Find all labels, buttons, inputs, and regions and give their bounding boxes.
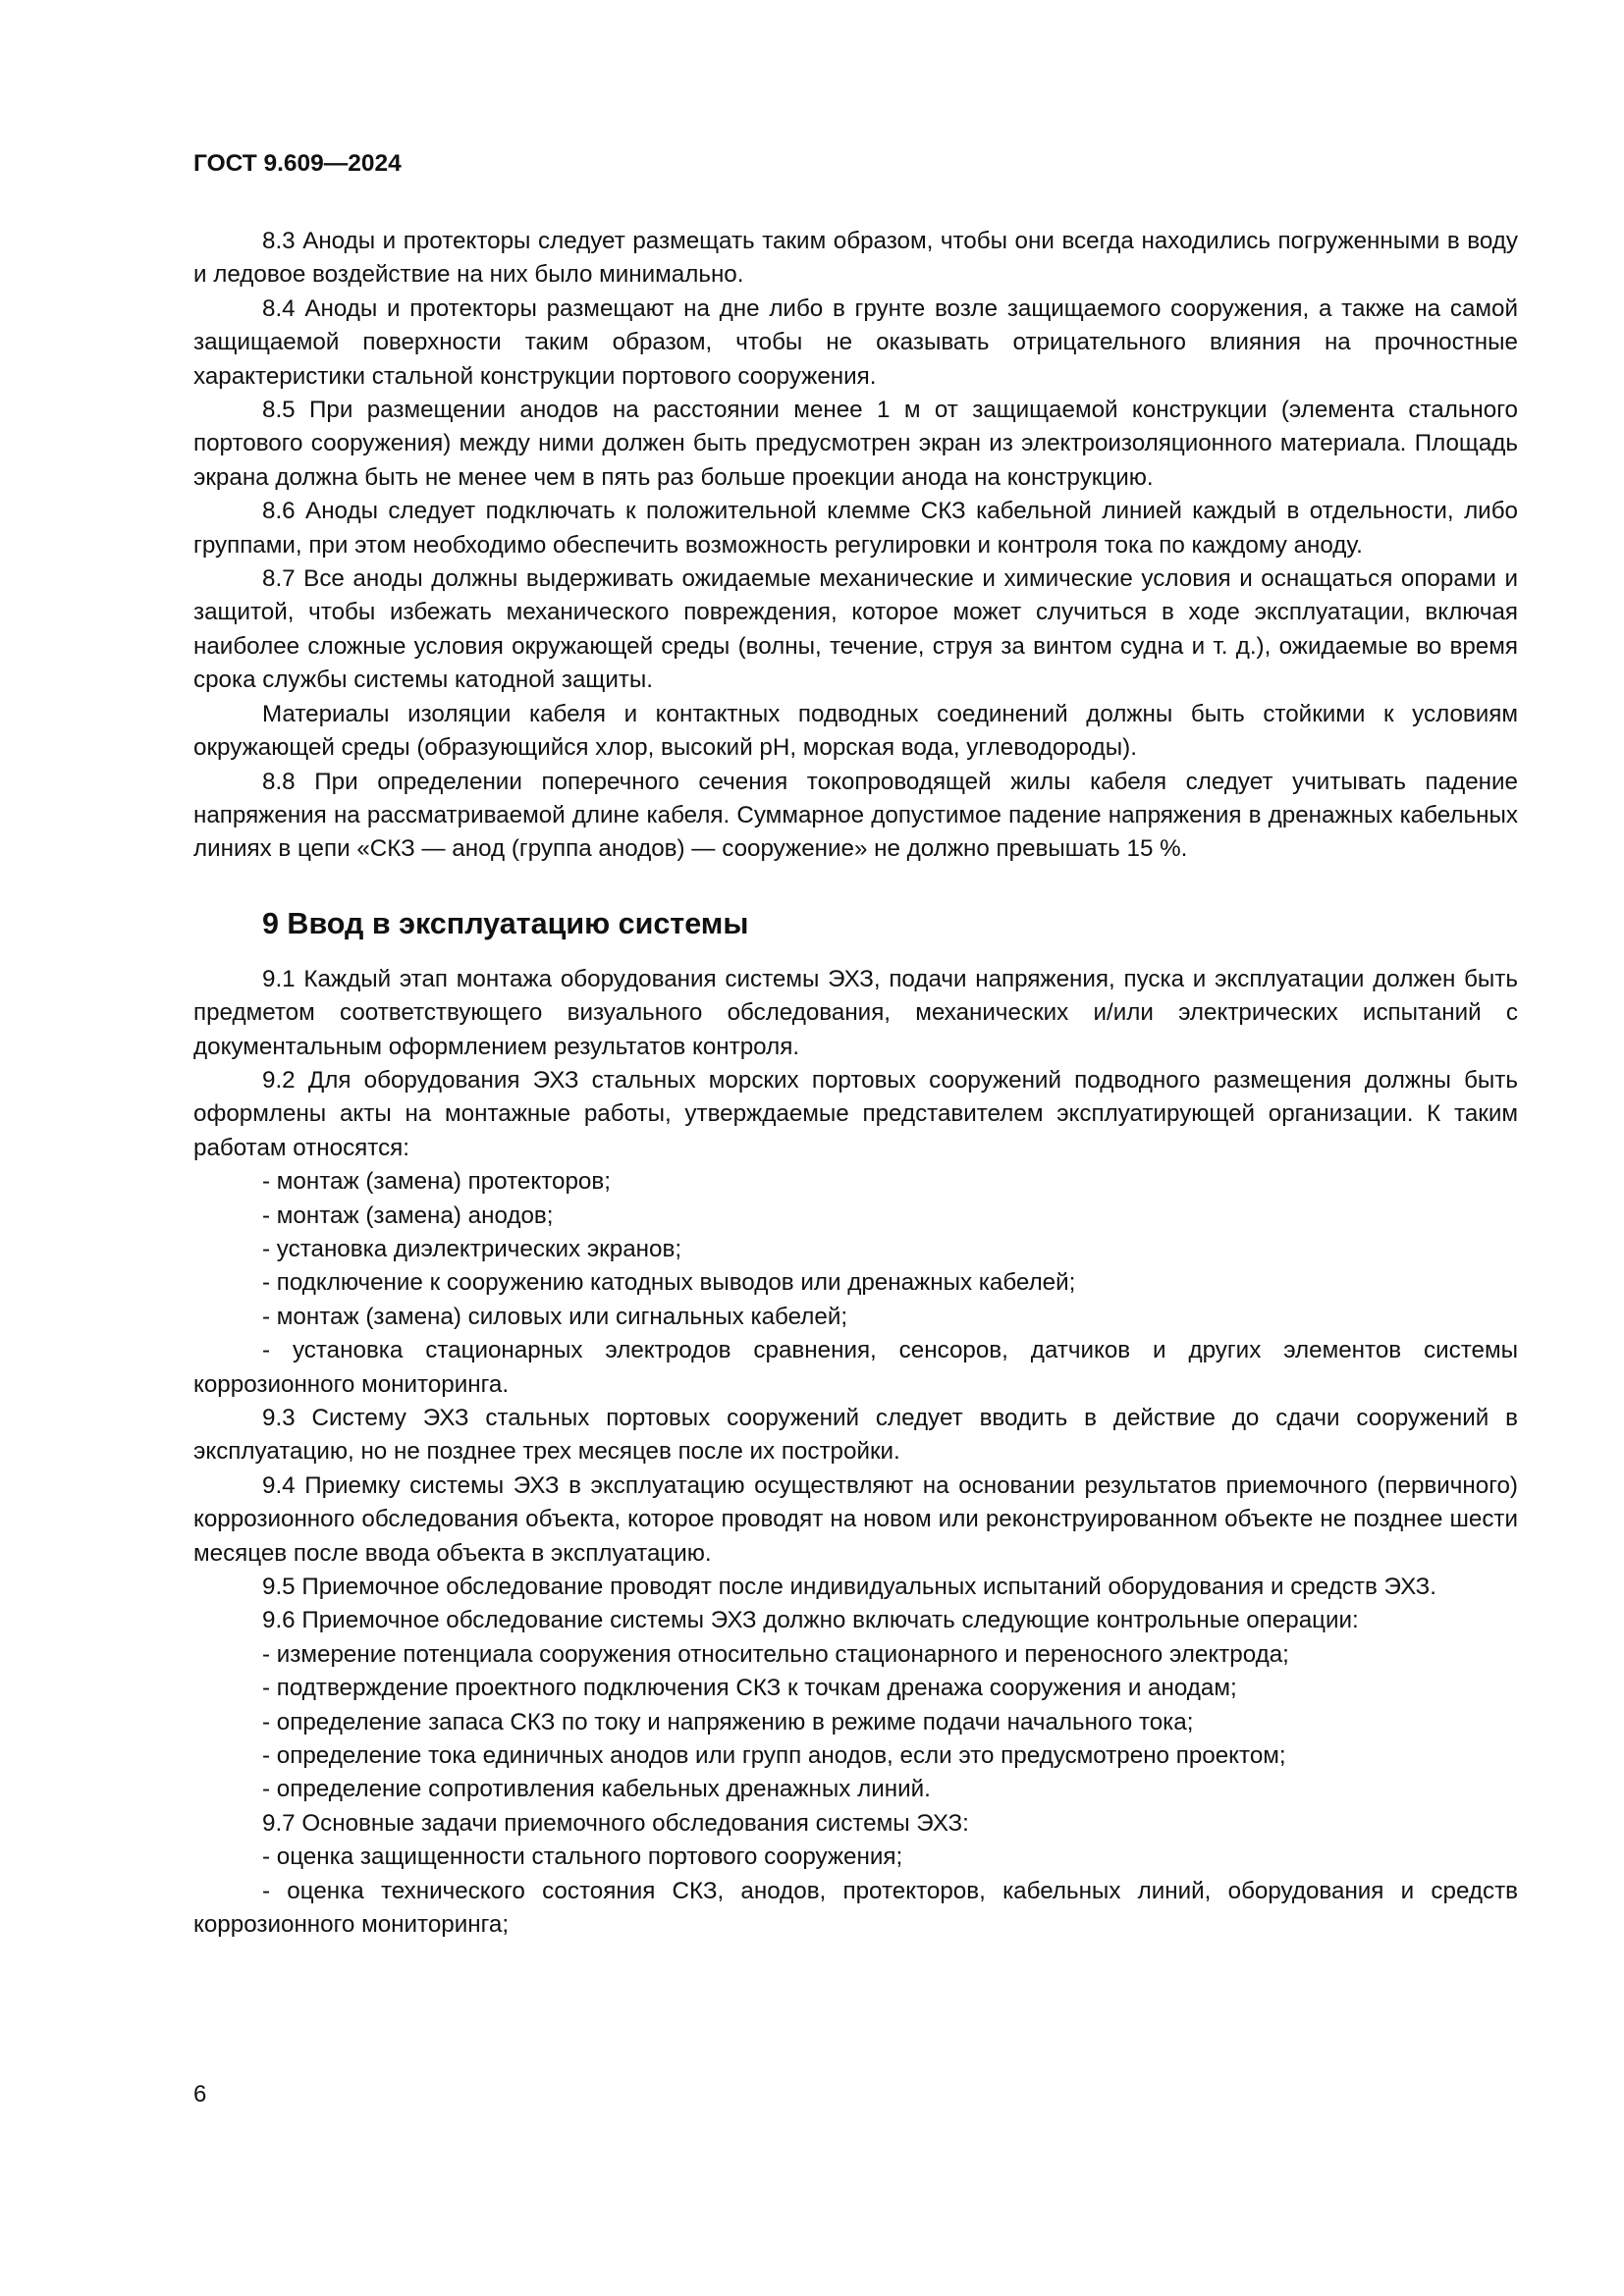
paragraph-8-7-materials: Материалы изоляции кабеля и контактных подводных соединений должны быть стойкими к условиям окружающей среды (образующийся хлор, высокий pH, морская вода, углеводороды). [193, 700, 1518, 762]
paragraph-9-7: 9.7 Основные задачи приемочного обследования системы ЭХЗ: [262, 1809, 969, 1837]
paragraph-8-6: 8.6 Аноды следует подключать к положительной клемме СКЗ кабельной линией каждый в отдельности, либо группами, при этом необходимо обеспечить возможность регулировки и контроля тока по каждому аноду. [193, 498, 1518, 559]
list-item: - определение тока единичных анодов или групп анодов, если это предусмотрено проектом; [262, 1742, 1286, 1770]
paragraph-8-8: 8.8 При определении поперечного сечения токопроводящей жилы кабеля следует учитывать падение напряжения на рассматриваемой длине кабеля. Суммарное допустимое падение напряжения в дренажных кабельных линиях в цепи «СКЗ — анод (группа анодов) — сооружение» не должно превышать 15 %. [193, 768, 1518, 863]
list-9-2 [193, 1165, 1518, 1402]
list-item: - установка стационарных электродов сравнения, сенсоров, датчиков и других элементов системы коррозионного мониторинга. [193, 1337, 1518, 1398]
document-body [193, 225, 1518, 1943]
list-item: - определение запаса СКЗ по току и напряжению в режиме подачи начального тока; [262, 1708, 1194, 1735]
list-item: - монтаж (замена) протекторов; [262, 1168, 611, 1196]
paragraph-9-1: 9.1 Каждый этап монтажа оборудования системы ЭХЗ, подачи напряжения, пуска и эксплуатации должен быть предметом соответствующего визуального обследования, механических и/или электрических испытаний с документальным оформлением результатов контроля. [193, 965, 1518, 1060]
list-9-7 [193, 1841, 1518, 1942]
paragraph-9-4: 9.4 Приемку системы ЭХЗ в эксплуатацию осуществляют на основании результатов приемочного (первичного) коррозионного обследования объекта, которое проводят на новом или реконструированном объекте не позднее шести месяцев после ввода объекта в эксплуатацию. [193, 1471, 1518, 1567]
list-item: - установка диэлектрических экранов; [262, 1235, 682, 1262]
paragraph-9-6: 9.6 Приемочное обследование системы ЭХЗ должно включать следующие контрольные операции: [262, 1607, 1359, 1634]
list-9-6 [193, 1638, 1518, 1807]
paragraph-8-3: 8.3 Аноды и протекторы следует размещать таким образом, чтобы они всегда находились погруженными в воду и ледовое воздействие на них было минимально. [193, 228, 1518, 289]
paragraph-8-4: 8.4 Аноды и протекторы размещают на дне либо в грунте возле защищаемого сооружения, а также на самой защищаемой поверхности таким образом, чтобы не оказывать отрицательного влияния на прочностные характеристики стальной конструкции портового сооружения. [193, 294, 1518, 390]
list-item: - оценка защищенности стального портового сооружения; [262, 1843, 903, 1871]
list-item: - монтаж (замена) силовых или сигнальных кабелей; [262, 1303, 848, 1330]
page-number: 6 [193, 2081, 207, 2108]
list-item: - подтверждение проектного подключения СКЗ к точкам дренажа сооружения и анодам; [262, 1675, 1237, 1702]
list-item: - оценка технического состояния СКЗ, анодов, протекторов, кабельных линий, оборудования и средств коррозионного мониторинга; [193, 1877, 1518, 1939]
list-item: - подключение к сооружению катодных выводов или дренажных кабелей; [262, 1269, 1076, 1297]
list-item: - монтаж (замена) анодов; [262, 1201, 554, 1229]
paragraph-9-2: 9.2 Для оборудования ЭХЗ стальных морских портовых сооружений подводного размещения должны быть оформлены акты на монтажные работы, утверждаемые представителем эксплуатирующей организации. К таким работам относятся: [193, 1066, 1518, 1161]
document-code-header: ГОСТ 9.609—2024 [193, 150, 402, 177]
list-item: - измерение потенциала сооружения относительно стационарного и переносного электрода; [262, 1640, 1289, 1668]
paragraph-9-3: 9.3 Систему ЭХЗ стальных портовых сооружений следует вводить в действие до сдачи сооружений в эксплуатацию, но не позднее трех месяцев после их постройки. [193, 1405, 1518, 1466]
paragraph-9-5: 9.5 Приемочное обследование проводят после индивидуальных испытаний оборудования и средств ЭХЗ. [262, 1574, 1437, 1601]
paragraph-8-7: 8.7 Все аноды должны выдерживать ожидаемые механические и химические условия и оснащаться опорами и защитой, чтобы избежать механического повреждения, которое может случиться в ходе эксплуатации, включая наиболее сложные условия окружающей среды (волны, течение, струя за винтом судна и т. д.), ожидаемые во время срока службы системы катодной защиты. [193, 565, 1518, 694]
list-item: - определение сопротивления кабельных дренажных линий. [262, 1776, 931, 1803]
paragraph-8-5: 8.5 При размещении анодов на расстоянии менее 1 м от защищаемой конструкции (элемента стального портового сооружения) между ними должен быть предусмотрен экран из электроизоляционного материала. Площадь экрана должна быть не менее чем в пять раз больше проекции анода на конструкцию. [193, 397, 1518, 491]
section-9-heading: 9 Ввод в эксплуатацию системы [262, 906, 749, 940]
